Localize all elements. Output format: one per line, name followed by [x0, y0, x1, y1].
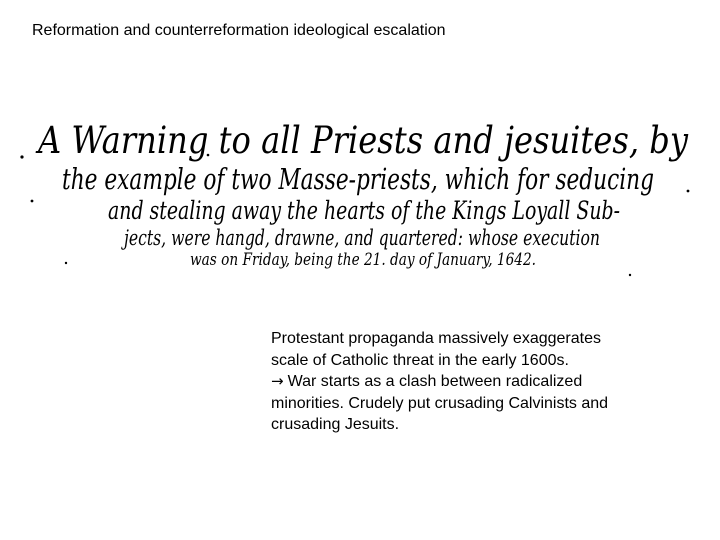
broadside-svg	[20, 95, 700, 285]
scan-speck	[629, 274, 631, 276]
scan-speck	[20, 155, 23, 158]
scan-speck	[65, 262, 67, 264]
caption-paragraph-1: Protestant propaganda massively exaggerates scale of Catholic threat in the early 1600s.	[271, 330, 601, 369]
slide-title: Reformation and counterreformation ideological escalation	[32, 22, 446, 39]
broadside-line-4: jects, were hangd, drawne, and quartered: whose execution	[121, 226, 600, 250]
caption-paragraph-2	[271, 371, 631, 436]
caption-paragraph-2-text: War starts as a clash between radicalized minorities. Crudely put crusading Calvinists and crusading Jesuits.	[271, 373, 609, 433]
arrow-right-icon: →	[271, 372, 284, 390]
historical-broadside-image	[20, 95, 700, 285]
broadside-line-5: was on Friday, being the 21. day of January, 1642.	[190, 250, 536, 270]
scan-speck	[687, 190, 690, 193]
broadside-line-3: and stealing away the hearts of the Kings Loyall Sub-	[108, 196, 620, 225]
caption-text-block	[271, 328, 631, 436]
broadside-line-1: A Warning to all Priests and jesuites, by	[35, 119, 689, 162]
broadside-line-2: the example of two Masse-priests, which for seducing	[62, 162, 654, 196]
scan-speck	[31, 200, 34, 203]
